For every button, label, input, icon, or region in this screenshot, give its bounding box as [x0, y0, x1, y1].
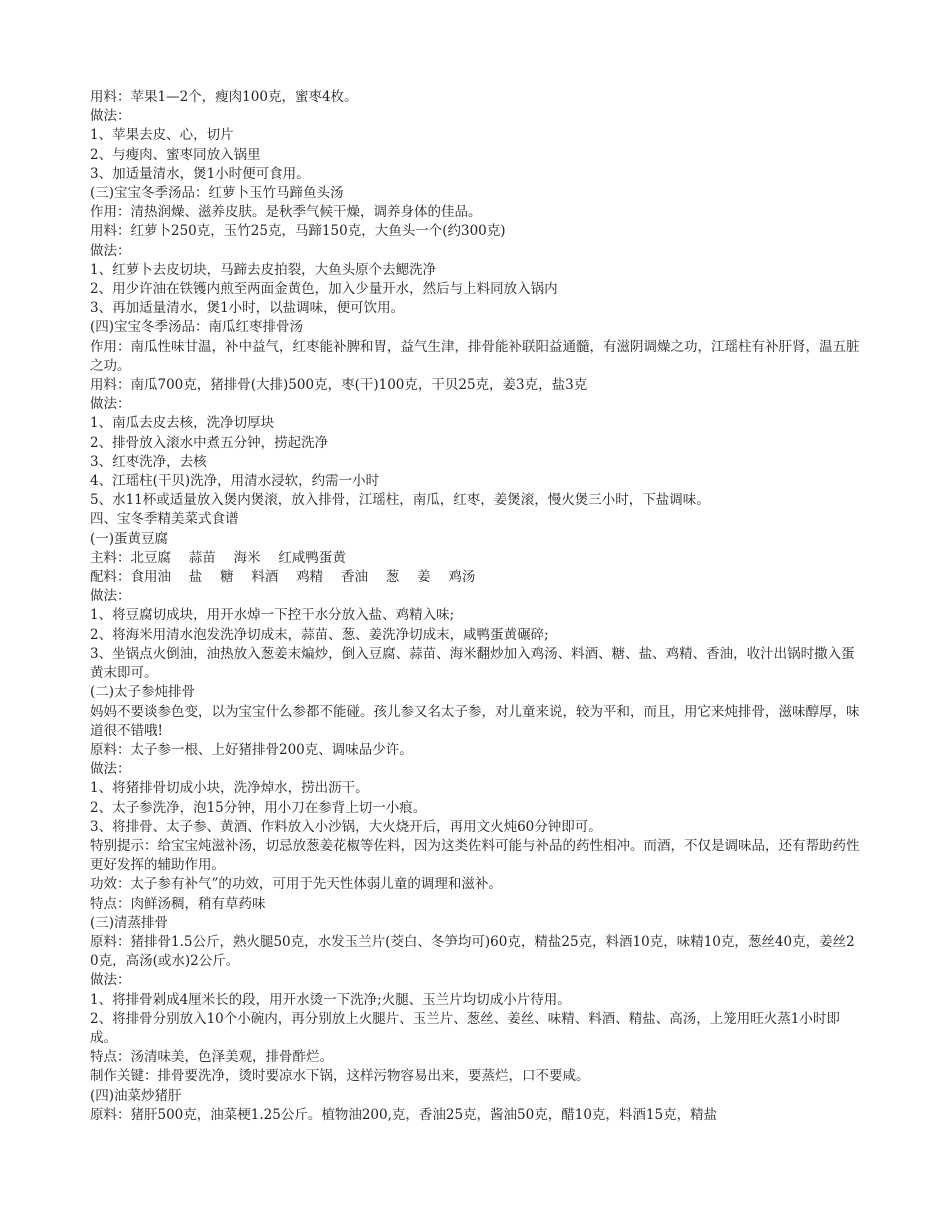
- text-line: 特别提示：给宝宝炖滋补汤，切忌放葱姜花椒等佐料，因为这类佐料可能与补品的药性相冲。而酒，不仅是调味品，还有帮助药性更好发挥的辅助作用。: [90, 837, 860, 874]
- section-heading: (三)清蒸排骨: [90, 914, 169, 931]
- text-line: 1、将排骨剁成4厘米长的段，用开水烫一下洗净;火腿、玉兰片均切成小片待用。: [90, 991, 571, 1008]
- text-line: 妈妈不要谈参色变，以为宝宝什么参都不能碰。孩儿参又名太子参，对儿童来说，较为平和，而且，用它来炖排骨，滋味醇厚，味道很不错哦!: [90, 703, 860, 739]
- text-line: 3、红枣洗净，去核: [90, 453, 207, 470]
- text-line: 主料：北豆腐 蒜苗 海米 红咸鸭蛋黄: [90, 549, 346, 566]
- text-line: 3、加适量清水，煲1小时便可食用。: [90, 165, 310, 182]
- text-line: 2、与瘦肉、蜜枣同放入锅里: [90, 146, 261, 163]
- section-heading: (四)宝宝冬季汤品：南瓜红枣排骨汤: [90, 319, 304, 336]
- text-line: 3、将排骨、太子参、黄酒、作料放入小沙锅，大火烧开后，再用文火炖60分钟即可。: [90, 818, 602, 835]
- section-heading: (一)蛋黄豆腐: [90, 530, 169, 547]
- text-line: 1、红萝卜去皮切块，马蹄去皮拍裂，大鱼头原个去鳃洗净: [90, 261, 437, 278]
- text-line: 做法：: [90, 242, 131, 259]
- text-line: 1、南瓜去皮去核，洗净切厚块: [90, 415, 275, 432]
- text-line: 原料：猪排骨1.5公斤，熟火腿50克，水发玉兰片(茭白、冬笋均可)60克，精盐25克，料酒10克，味精10克，葱丝40克，姜丝20克，高汤(或水)2公斤。: [90, 933, 855, 970]
- section-heading: 四、宝冬季精美菜式食谱: [90, 511, 239, 528]
- document-page: [90, 88, 862, 1125]
- text-line: 特点：汤清味美，色泽美观，排骨酢烂。: [90, 1049, 333, 1066]
- text-line: 原料：猪肝500克，油菜梗1.25公斤。植物油200,克，香油25克，酱油50克，醋10克，料酒15克，精盐: [90, 1106, 718, 1123]
- text-line: 用料：南瓜700克，猪排骨(大排)500克，枣(干)100克，干贝25克，姜3克，盐3克: [90, 377, 588, 394]
- text-line: 功效：太子参有补气”的功效，可用于先天性体弱儿童的调理和滋补。: [90, 876, 502, 893]
- text-line: 做法：: [90, 588, 131, 605]
- text-line: 1、将豆腐切成块，用开水焯一下控干水分放入盐、鸡精入味;: [90, 607, 455, 624]
- text-line: 原料：太子参一根、上好猪排骨200克、调味品少许。: [90, 741, 413, 758]
- text-line: 3、再加适量清水，煲1小时，以盐调味，便可饮用。: [90, 300, 405, 317]
- text-line: 做法：: [90, 396, 131, 413]
- text-line: 5、水11杯或适量放入煲内煲滚，放入排骨，江瑶柱，南瓜，红枣，姜煲滚，慢火煲三小时，下盐调味。: [90, 492, 710, 509]
- text-line: 4、江瑶柱(干贝)洗净，用清水浸软，约需一小时: [90, 473, 380, 490]
- text-line: 用料：红萝卜250克，玉竹25克，马蹄150克，大鱼头一个(约300克): [90, 223, 506, 240]
- text-line: 2、将排骨分别放入10个小碗内，再分别放上火腿片、玉兰片、葱丝、姜丝、味精、料酒、精盐、高汤，上笼用旺火蒸1小时即成。: [90, 1010, 840, 1046]
- text-line: 制作关键：排骨要洗净，烫时要凉水下锅，这样污物容易出来，要蒸烂，口不要咸。: [90, 1068, 590, 1085]
- text-line: 做法：: [90, 108, 131, 125]
- text-line: 特点：肉鲜汤稠，稍有草药味: [90, 895, 266, 912]
- text-line: 做法：: [90, 761, 131, 778]
- text-line: 2、排骨放入滚水中煮五分钟，捞起洗净: [90, 434, 329, 451]
- text-line: 作用：南瓜性味甘温，补中益气，红枣能补脾和胃，益气生津，排骨能补联阳益通髓，有滋阴调燥之功，江瑶柱有补肝肾，温五脏之功。: [90, 338, 860, 374]
- text-line: 做法：: [90, 972, 131, 989]
- text-line: 3、坐锅点火倒油，油热放入葱姜末煸炒，倒入豆腐、蒜苗、海米翻炒加入鸡汤、料酒、糖、盐、鸡精、香油，收汁出锅时撒入蛋黄末即可。: [90, 645, 855, 682]
- text-line: 配料：食用油 盐 糖 料酒 鸡精 香油 葱 姜 鸡汤: [90, 569, 476, 586]
- text-line: 作用：清热润燥、滋养皮肤。是秋季气候干燥，调养身体的佳品。: [90, 204, 482, 221]
- text-line: 2、太子参洗净，泡15分钟，用小刀在参背上切一小痕。: [90, 799, 427, 816]
- section-heading: (四)油菜炒猪肝: [90, 1087, 182, 1104]
- text-line: 2、将海米用清水泡发洗净切成末，蒜苗、葱、姜洗净切成末，咸鸭蛋黄碾碎;: [90, 626, 549, 643]
- text-line: 用料：苹果1—2个，瘦肉100克，蜜枣4枚。: [90, 89, 358, 105]
- text-line: 1、苹果去皮、心，切片: [90, 127, 234, 144]
- text-line: 1、将猪排骨切成小块，洗净焯水，捞出沥干。: [90, 780, 369, 797]
- section-heading: (二)太子参炖排骨: [90, 684, 196, 701]
- section-heading: (三)宝宝冬季汤品：红萝卜玉竹马蹄鱼头汤: [90, 185, 344, 202]
- text-line: 2、用少许油在铁镬内煎至两面金黄色，加入少量开水，然后与上料同放入锅内: [90, 281, 558, 298]
